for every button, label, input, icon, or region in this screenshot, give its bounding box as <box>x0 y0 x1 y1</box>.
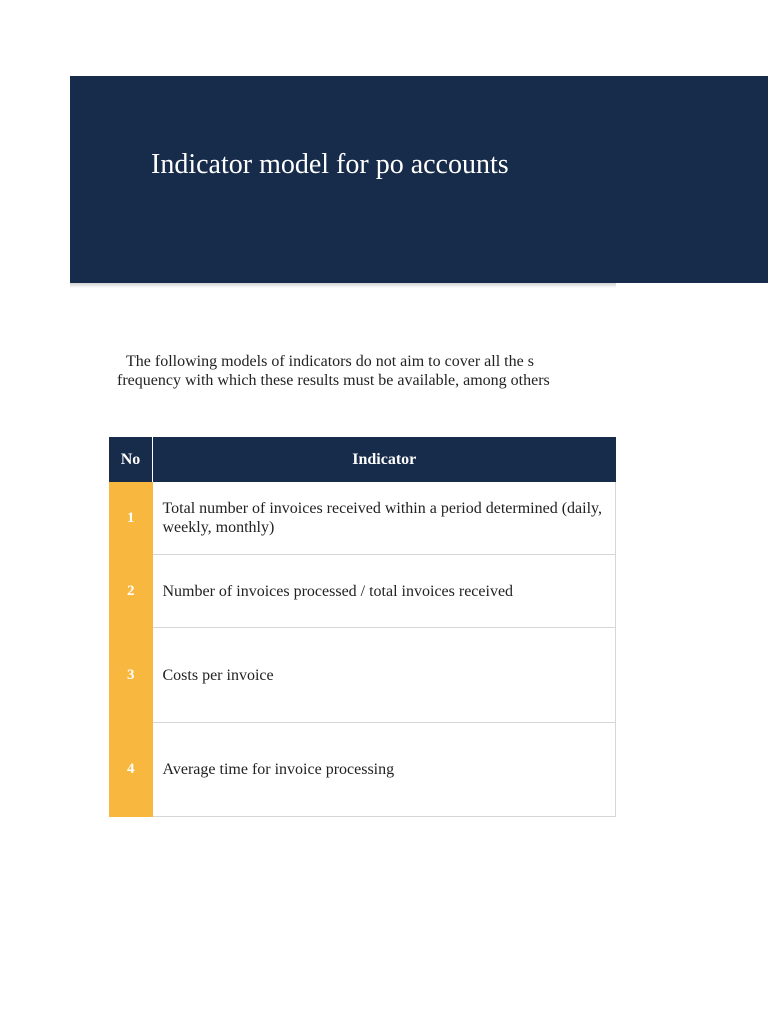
table-row <box>109 555 616 628</box>
intro-line: The following models of indicators do not aim to cover all the s <box>126 353 534 370</box>
row-number: 4 <box>109 723 153 817</box>
table-header-row <box>109 437 616 482</box>
indicator-text: Average time for invoice processing <box>153 723 616 817</box>
header-shadow <box>70 283 616 288</box>
column-header-indicator: Indicator <box>153 437 616 482</box>
table-row <box>109 723 616 817</box>
column-header-no: No <box>109 437 153 482</box>
row-number: 1 <box>109 482 153 555</box>
indicator-text: Costs per invoice <box>153 628 616 723</box>
intro-paragraph <box>112 352 592 390</box>
table-row <box>109 482 616 555</box>
indicator-text: Total number of invoices received within a period determined (daily, weekly, monthly) <box>153 482 616 555</box>
row-number: 3 <box>109 628 153 723</box>
intro-line: frequency with which these results must be available, among others <box>117 372 550 389</box>
indicator-table <box>109 437 616 817</box>
row-number: 2 <box>109 555 153 628</box>
indicator-text: Number of invoices processed / total invoices received <box>153 555 616 628</box>
page-title: Indicator model for po accounts <box>151 149 509 180</box>
table-row <box>109 628 616 723</box>
